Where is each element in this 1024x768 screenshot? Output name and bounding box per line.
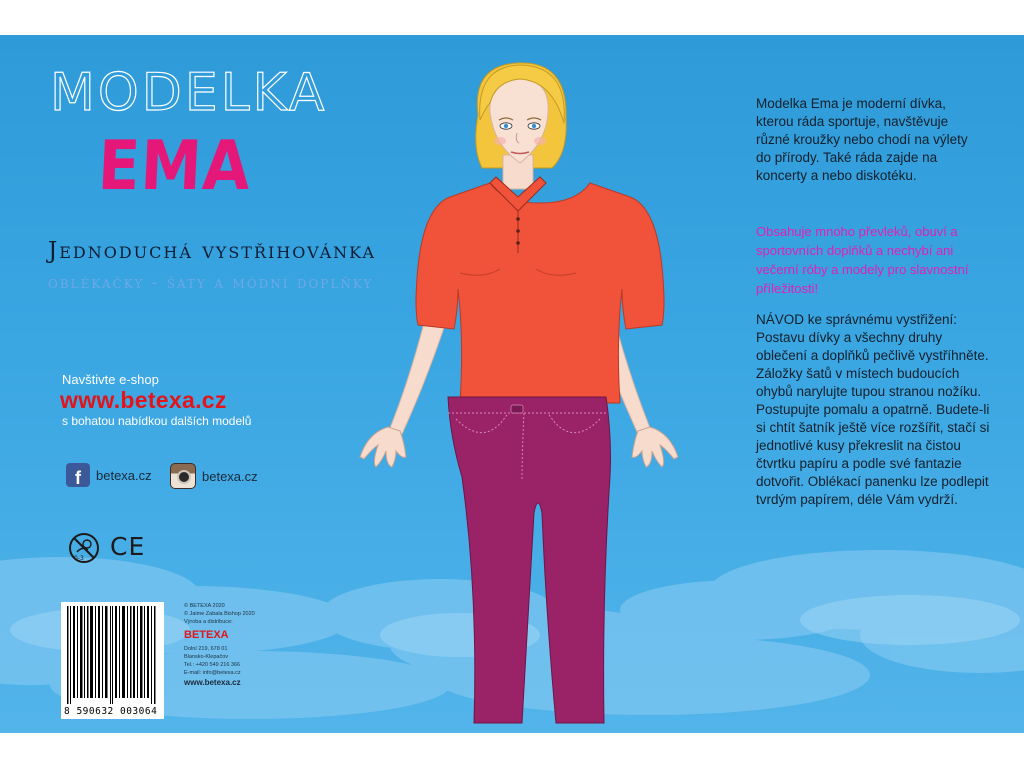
subtitle-main: Jednoduchá vystřihovánka [48,238,377,264]
imprint-www: www.betexa.cz [184,678,241,687]
email: E-mail: info@betexa.cz [184,670,241,676]
title-ema: EMA [96,127,253,206]
age-warning-text: 0-3 [74,555,84,562]
not-suitable-under-3-icon [68,532,100,564]
left-hand [360,427,406,467]
facebook-link [66,463,152,487]
copyright-publisher: © BETEXA 2020 [184,603,225,609]
producer-label: Výroba a distribuce: [184,619,233,625]
paper-doll-ema [340,35,710,733]
title-modelka: MODELKA [50,63,328,123]
instagram-label: betexa.cz [202,468,258,484]
book-cover [0,35,1024,733]
phone: Tel.: +420 549 216 366 [184,662,241,668]
facebook-icon: f [66,463,90,487]
instructions-text: NÁVOD ke správnému vystřižení: Postavu dívky a všechny druhy oblečení a doplňků pečlivě vystříhněte. Záložky šatů v místech budoucích ohybů narylujte tupou stranou nožíku. Postupujte pomalu a opatrně. Budete-li si chtít šatník ještě více rozšířit, stačí si jednotlivé kusy překreslit na čistou čtvrtku papíru a podle své fantazie dotvořit. Oblékací panenku lze podlepit tvrdým papírem, déle Vám vydrží. [756,312,990,507]
jeans [448,397,611,723]
instagram-link [170,463,258,489]
offer-text: s bohatou nabídkou dalších modelů [62,414,252,428]
subtitle-secondary: oblékačky - šaty a módní doplňky [48,273,374,293]
eshop-url: www.betexa.cz [60,387,227,413]
barcode-number: 8 590632 003064 [64,706,158,717]
betexa-logo: BETEXA [184,629,229,641]
barcode-bars [61,602,164,706]
description-paragraph-2: Obsahuje mnoho převleků, obuví a sportovních doplňků a nechybí ani večerní róby a modely pro slavnostní příležitosti! [756,224,969,296]
facebook-label: betexa.cz [96,467,152,483]
description-paragraph-1: Modelka Ema je moderní dívka, kterou ráda sportuje, navštěvuje různé kroužky nebo chodí na výlety do přírody. Také ráda zajde na koncerty a nebo diskotéku. [756,96,968,183]
instagram-icon [170,463,196,489]
right-hand [632,427,678,467]
address-line-1: Dolní 219, 678 01 [184,646,228,652]
copyright-author: © Jaime Zabala Bishop 2020 [184,611,255,617]
publisher-imprint [184,602,255,687]
visit-eshop-label: Navštivte e-shop [62,372,159,387]
barcode [61,602,164,719]
ce-mark: CE [110,532,146,561]
address-line-2: Blansko-Klepačov [184,654,229,660]
